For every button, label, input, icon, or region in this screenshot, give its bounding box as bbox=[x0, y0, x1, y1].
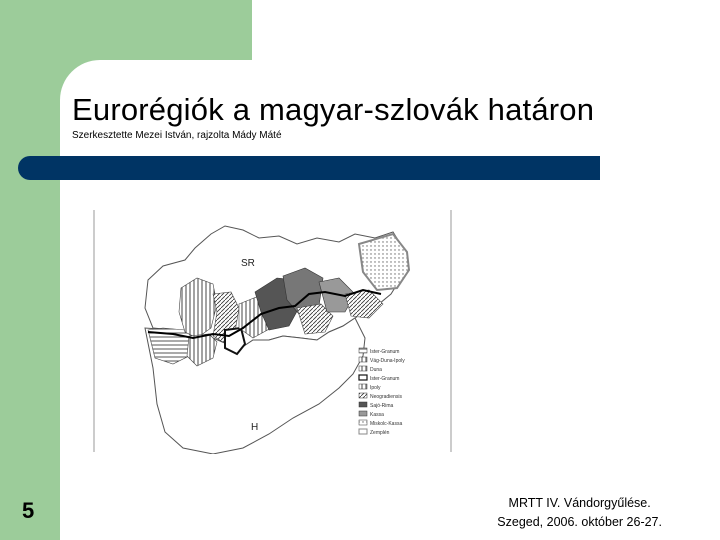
footer-conference: MRTT IV. Vándorgyűlése. bbox=[508, 496, 651, 510]
slide-subtitle: Szerkesztette Mezei István, rajzolta Mády Máté bbox=[72, 130, 282, 141]
title-divider-bar bbox=[18, 156, 600, 180]
left-accent-bar bbox=[0, 0, 60, 540]
slide-number: 5 bbox=[22, 498, 35, 523]
legend-item: Zemplén bbox=[370, 430, 390, 436]
legend-item: Sajó-Rima bbox=[370, 403, 394, 409]
footer-date: Szeged, 2006. október 26-27. bbox=[497, 515, 662, 529]
legend-item: Kassa bbox=[370, 412, 384, 418]
slide-footer bbox=[497, 494, 662, 532]
legend-item: Neogradiensis bbox=[370, 394, 402, 400]
legend-item: Ister-Granum bbox=[370, 376, 400, 382]
legend-item: Ister-Granum bbox=[370, 349, 400, 355]
euroregion-map bbox=[93, 208, 455, 454]
map-legend bbox=[359, 348, 405, 436]
map-label-sr: SR bbox=[241, 258, 255, 269]
slide-title: Eurorégiók a magyar-szlovák határon bbox=[72, 92, 595, 127]
legend-item: Duna bbox=[370, 367, 382, 373]
map-label-h: H bbox=[251, 422, 259, 433]
legend-item: Miskolc-Kassa bbox=[370, 421, 403, 427]
legend-item: Ipoly bbox=[370, 385, 381, 391]
top-accent-bar bbox=[60, 0, 252, 60]
legend-item: Vág-Duna-Ipoly bbox=[370, 358, 405, 364]
